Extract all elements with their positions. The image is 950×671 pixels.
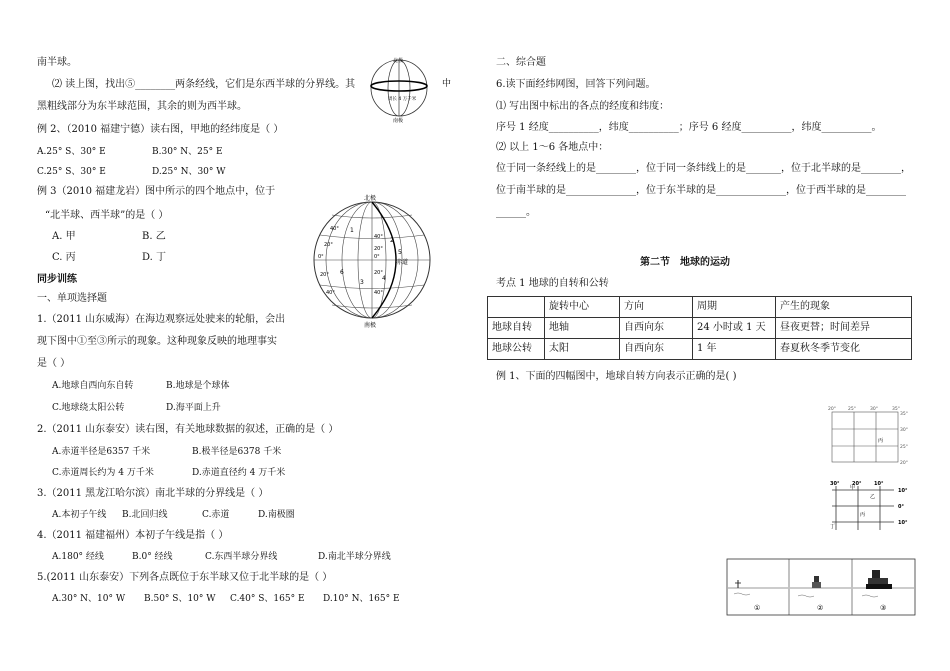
chapter-heading: 第二节 地球的运动: [640, 257, 730, 268]
table-cell: 地球公转: [488, 339, 545, 360]
example-3: 例 3（2010 福建龙岩）图中所示的四个地点中，位于: [37, 186, 276, 197]
lat-label: 20°: [374, 270, 383, 276]
text-line: 是（ ）: [37, 358, 71, 369]
text-line: ⑴ 写出图中标出的各点的经度和纬度：: [496, 101, 670, 112]
panel-label: ②: [817, 604, 824, 612]
option: B.0° 经线: [132, 552, 173, 562]
text-line: “北半球、西半球”的是（ ）: [45, 210, 169, 221]
point-label: 甲: [850, 485, 856, 491]
option: A.180° 经线: [52, 552, 104, 562]
tick-label: 30°: [870, 407, 878, 412]
north-pole-label: 北极: [393, 58, 404, 64]
table-cell: 昼夜更替；时间差异: [776, 318, 912, 339]
tick-label: 25°: [848, 407, 856, 412]
point-label: 丁: [830, 524, 836, 530]
point-label: 丙: [878, 438, 884, 444]
table-cell: 地球自转: [488, 318, 545, 339]
table-row: [488, 339, 912, 360]
question-1: 1.（2011 山东威海）在海边观察远处驶来的轮船，会出: [37, 314, 286, 325]
question-5: 5.(2011 山东泰安）下列各点既位于东半球又位于北半球的是（ ）: [37, 572, 333, 583]
question-6: 6.读下面经纬网图，回答下列问题。: [496, 79, 656, 90]
text-line: 位于同一条经线上的是________，位于同一条纬线上的是_______，位于北半球的是________，: [496, 163, 911, 174]
panel-label: ①: [754, 604, 761, 612]
point-label: 5: [398, 249, 402, 256]
option: D.赤道直径约 4 万千米: [192, 468, 286, 478]
table-cell: 春夏秋冬季节变化: [776, 339, 912, 360]
tick-label: 10°: [898, 520, 908, 526]
graticule-grid-figure-2: [826, 478, 916, 536]
option: C.赤道周长约为 4 万千米: [52, 468, 154, 478]
graticule-globe-figure: [310, 190, 440, 330]
text-line: 序号 1 经度__________，纬度__________；序号 6 经度__________，纬度__________。: [496, 122, 882, 133]
tick-label: 20°: [852, 481, 862, 487]
table-cell: 旋转中心: [545, 297, 620, 318]
rotation-revolution-table: [487, 296, 912, 360]
approaching-ship-figure: [726, 558, 916, 616]
south-pole-label: 南极: [364, 322, 377, 329]
point-label: 丙: [860, 512, 866, 518]
example-1: 例 1、下面的四幅图中，地球自转方向表示正确的是( ): [496, 371, 737, 382]
option: D.海平面上升: [166, 403, 221, 413]
north-pole-label: 北极: [364, 195, 377, 202]
option: B. 乙: [142, 231, 166, 242]
example-2: 例 2、（2010 福建宁德）读右图，甲地的经纬度是（ ）: [37, 124, 284, 135]
text-line: 黑粗线部分为东半球范围，其余的则为西半球。: [37, 101, 247, 112]
table-cell: 自西向东: [620, 318, 693, 339]
table-cell: 地轴: [545, 318, 620, 339]
point-label: 4: [382, 275, 386, 282]
option: A.地球自西向东自转: [52, 381, 134, 391]
tick-label: 35°: [892, 407, 900, 412]
lat-label: 0°: [318, 254, 324, 260]
tick-label: 20°: [900, 461, 908, 466]
option: C.赤道: [202, 510, 230, 520]
table-cell: 24 小时或 1 天: [693, 318, 776, 339]
tick-label: 35°: [900, 412, 908, 417]
option: C.地球绕太阳公转: [52, 403, 125, 413]
lat-label: 20°: [320, 272, 329, 278]
question-2: 2.（2011 山东泰安）读右图，有关地球数据的叙述，正确的是（ ）: [37, 424, 339, 435]
equator-label: 赤道: [396, 259, 409, 266]
option: D.10° N、165° E: [323, 594, 400, 604]
lat-label: 20°: [324, 242, 333, 248]
question-3: 3.（2011 黑龙江哈尔滨）南北半球的分界线是（ ）: [37, 488, 269, 499]
text-line: 现下图中①至③所示的现象。这种现象反映的地理事实: [37, 336, 277, 347]
option: D.南北半球分界线: [318, 552, 391, 562]
small-globe-figure: [362, 52, 452, 124]
ship-icon: [735, 580, 741, 588]
topic-heading: 考点 1 地球的自转和公转: [496, 278, 609, 289]
text-line: ⑵ 读上图，找出⑤________两条经线，它们是东西半球的分界线。其: [52, 79, 356, 90]
text-line: 位于南半球的是______________，位于东半球的是______________，位于西半球的是________: [496, 185, 906, 196]
option: C.东西半球分界线: [205, 552, 278, 562]
lat-label: 40°: [374, 290, 383, 296]
tick-label: 10°: [898, 488, 908, 494]
ship-icon: [866, 570, 892, 589]
text-line: ⑵ 以上 1～6 各地点中：: [496, 142, 609, 153]
option: B.北回归线: [122, 510, 168, 520]
question-4: 4.（2011 福建福州）本初子午线是指（ ）: [37, 530, 229, 541]
option: C. 丙: [52, 252, 76, 263]
option: A.25° S、30° E: [37, 147, 106, 157]
option: A.本初子午线: [52, 510, 107, 520]
table-cell: 自西向东: [620, 339, 693, 360]
lat-label: 20°: [374, 246, 383, 252]
text-line: ______。: [496, 207, 536, 218]
option: D.25° N、30° W: [152, 167, 226, 177]
option: B.极半径是6378 千米: [192, 447, 282, 457]
option: C.25° S、30° E: [37, 167, 106, 177]
table-row: [488, 318, 912, 339]
ship-icon: [812, 576, 821, 588]
point-label: 2: [390, 237, 394, 244]
option: C.40° S、165° E: [230, 594, 305, 604]
table-header-row: [488, 297, 912, 318]
section-heading: 二、综合题: [496, 57, 546, 68]
tick-label: 0°: [898, 504, 904, 510]
circumference-label: 周长 4 万千米: [388, 97, 417, 102]
option: D.南极圈: [258, 510, 295, 520]
point-label: 1: [350, 227, 354, 234]
table-cell: 方向: [620, 297, 693, 318]
table-cell: [488, 297, 545, 318]
table-cell: 太阳: [545, 339, 620, 360]
point-label: 6: [340, 269, 344, 276]
section-heading: 同步训练: [37, 274, 77, 285]
south-pole-label: 南极: [393, 118, 404, 124]
text-fragment: 中: [442, 79, 452, 89]
option: B.30° N、25° E: [152, 147, 223, 157]
table-cell: 1 年: [693, 339, 776, 360]
lat-label: 40°: [374, 234, 383, 240]
option: B.50° S、10° W: [144, 594, 216, 604]
point-label: 3: [360, 279, 364, 286]
tick-label: 30°: [900, 428, 908, 433]
subsection-heading: 一、单项选择题: [37, 293, 107, 304]
option: D. 丁: [142, 252, 167, 263]
point-label: 乙: [870, 494, 876, 500]
graticule-grid-figure-1: [824, 402, 914, 468]
option: B.地球是个球体: [166, 381, 230, 391]
table-cell: 产生的现象: [776, 297, 912, 318]
option: A.30° N、10° W: [52, 594, 126, 604]
lat-label: 40°: [326, 290, 335, 296]
tick-label: 20°: [828, 407, 836, 412]
text-line: 南半球。: [37, 57, 77, 68]
option: A. 甲: [52, 231, 76, 242]
panel-label: ③: [880, 604, 887, 612]
tick-label: 25°: [900, 445, 908, 450]
option: A.赤道半径是6357 千米: [52, 447, 151, 457]
tick-label: 30°: [830, 481, 840, 487]
lat-label: 0°: [374, 254, 380, 260]
tick-label: 10°: [874, 481, 884, 487]
table-cell: 周期: [693, 297, 776, 318]
lat-label: 40°: [330, 226, 339, 232]
